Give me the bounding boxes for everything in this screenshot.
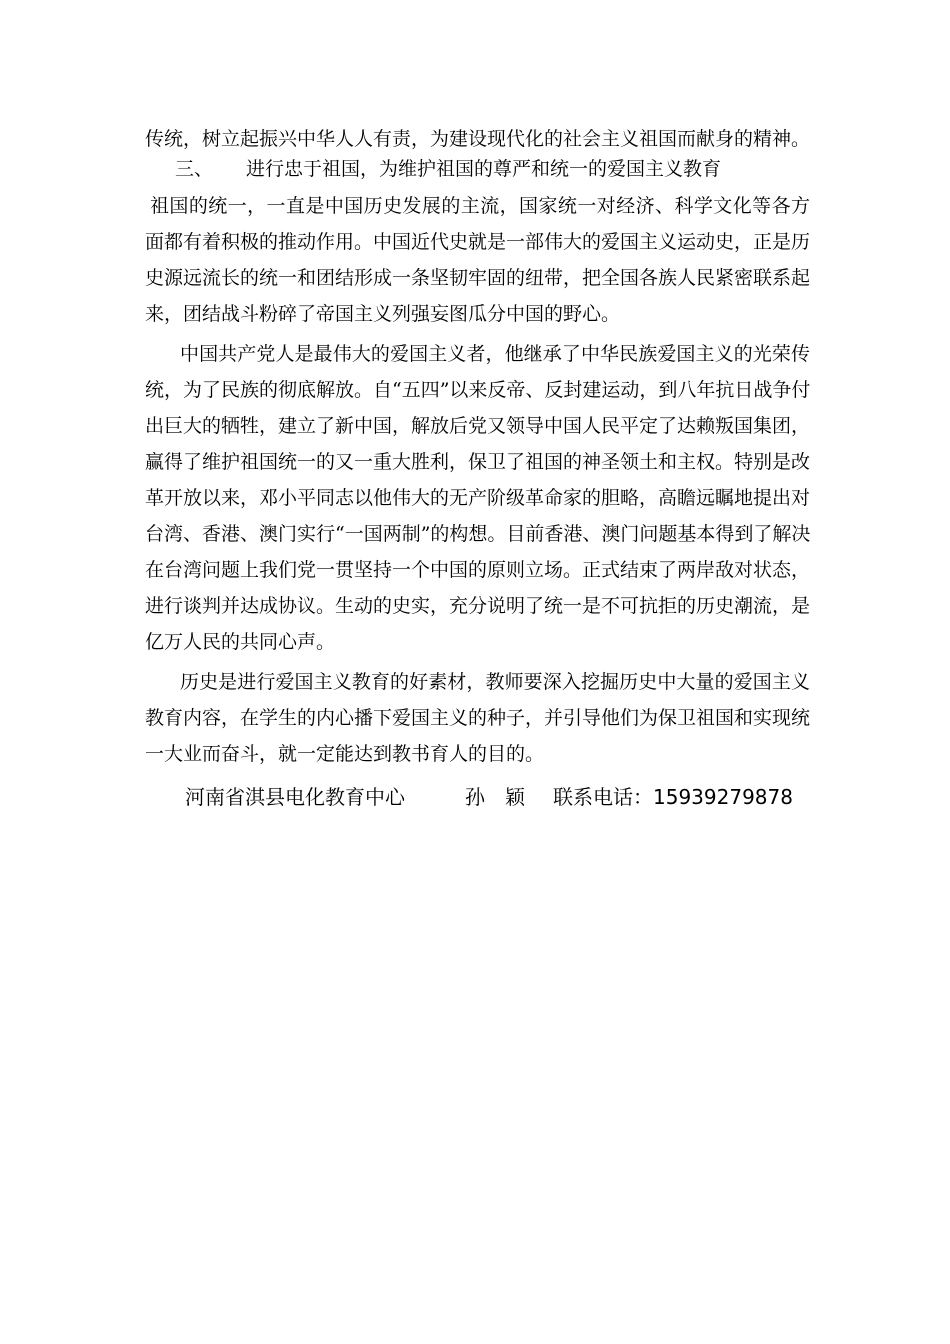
paragraph1-line: 面都有着积极的推动作用。中国近代史就是一部伟大的爱国主义运动史，正是历 (145, 231, 810, 253)
paragraph2-line: 在台湾问题上我们党一贯坚持一个中国的原则立场。正式结束了两岸敌对状态， (145, 559, 810, 581)
paragraph2-line: 中国共产党人是最伟大的爱国主义者，他继承了中华民族爱国主义的光荣传 (180, 343, 810, 365)
paragraph1-line: 史源远流长的统一和团结形成一条坚韧牢固的纽带，把全国各族人民紧密联系起 (145, 267, 810, 289)
paragraph1-line: 来，团结战斗粉碎了帝国主义列强妄图瓜分中国的野心。 (145, 303, 621, 325)
signature-contact: 联系电话：15939279878 (553, 785, 793, 809)
paragraph2-line: 台湾、香港、澳门实行“一国两制”的构想。目前香港、澳门问题基本得到了解决 (145, 523, 810, 545)
section-title: 进行忠于祖国，为维护祖国的尊严和统一的爱国主义教育 (246, 158, 722, 180)
signature-name: 孙 颖 (465, 785, 525, 809)
paragraph3-line: 教育内容，在学生的内心播下爱国主义的种子，并引导他们为保卫祖国和实现统 (145, 707, 810, 729)
paragraph1-line: 祖国的统一，一直是中国历史发展的主流，国家统一对经济、科学文化等各方 (150, 195, 810, 217)
intro-tail-line: 传统，树立起振兴中华人人有责，为建设现代化的社会主义祖国而献身的精神。 (145, 128, 810, 150)
section-number: 三、 (175, 158, 214, 180)
paragraph3-line: 历史是进行爱国主义教育的好素材，教师要深入挖掘历史中大量的爱国主义 (180, 671, 810, 693)
signature-org: 河南省淇县电化教育中心 (185, 785, 405, 809)
paragraph2-line: 出巨大的牺牲，建立了新中国，解放后党又领导中国人民平定了达赖叛国集团， (145, 415, 810, 437)
paragraph2-line: 进行谈判并达成协议。生动的史实，充分说明了统一是不可抗拒的历史潮流，是 (145, 595, 810, 617)
paragraph2-line: 统，为了民族的彻底解放。自“五四”以来反帝、反封建运动，到八年抗日战争付 (145, 379, 810, 401)
paragraph2-line: 赢得了维护祖国统一的又一重大胜利，保卫了祖国的神圣领土和主权。特别是改 (145, 451, 810, 473)
section-heading (0, 155, 950, 183)
paragraph2-line: 亿万人民的共同心声。 (145, 631, 336, 653)
paragraph2-line: 革开放以来，邓小平同志以他伟大的无产阶级革命家的胆略，高瞻远瞩地提出对 (145, 487, 810, 509)
paragraph3-line: 一大业而奋斗，就一定能达到教书育人的目的。 (145, 743, 545, 765)
